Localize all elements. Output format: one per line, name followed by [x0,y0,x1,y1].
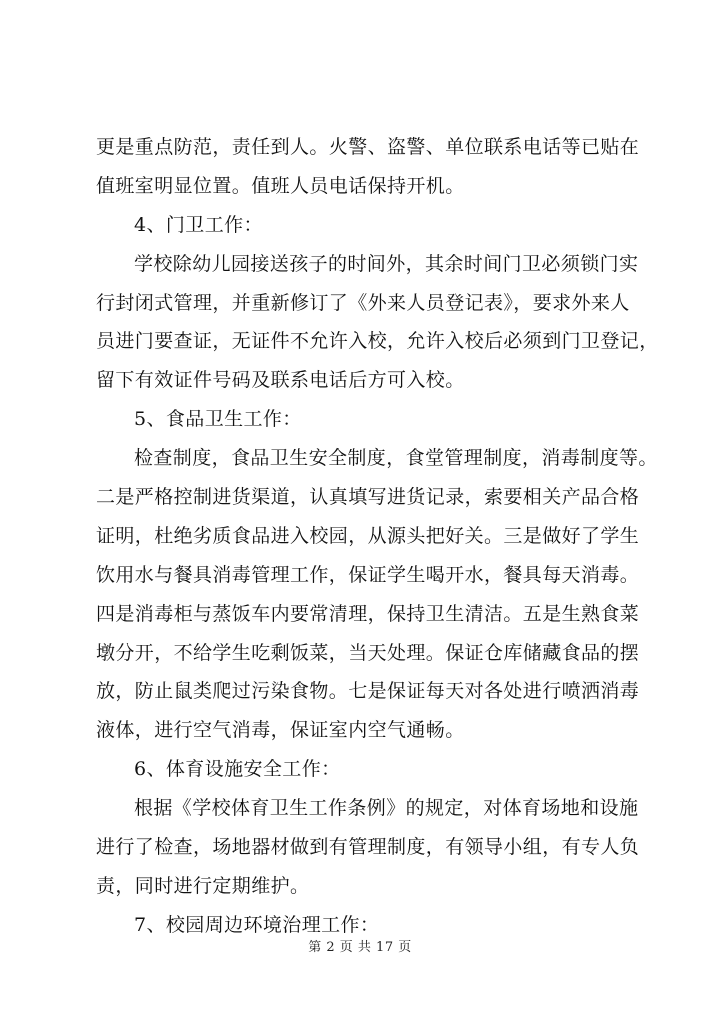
text-line: 进行了检查，场地器材做到有管理制度，有领导小组，有专人负 [96,836,640,859]
section-heading: 4、门卫工作： [134,213,263,236]
section-heading: 6、体育设施安全工作： [134,758,341,781]
text-line: 饮用水与餐具消毒管理工作，保证学生喝开水，餐具每天消毒。 [96,563,640,586]
text-line: 二是严格控制进货渠道，认真填写进货记录，索要相关产品合格 [96,486,640,509]
text-line: 证明，杜绝劣质食品进入校园，从源头把好关。三是做好了学生 [96,524,640,547]
section-heading: 7、校园周边环境治理工作： [134,913,380,936]
text-line: 更是重点防范，责任到人。火警、盗警、单位联系电话等已贴在 [96,136,640,158]
text-line: 墩分开，不给学生吃剩饭菜，当天处理。保证仓库储藏食品的摆 [96,641,640,664]
text-line: 液体，进行空气消毒，保证室内空气通畅。 [96,719,465,742]
text-line: 检查制度，食品卫生安全制度，食堂管理制度，消毒制度等。 [134,447,658,470]
text-line: 行封闭式管理，并重新修订了《外来人员登记表》，要求外来人 [96,291,630,314]
text-line: 责，同时进行定期维护。 [96,874,310,897]
text-line: 根据《学校体育卫生工作条例》的规定，对体育场地和设施 [134,797,639,820]
text-line: 员进门要查证，无证件不允许入校，允许入校后必须到门卫登记， [96,330,659,353]
text-line: 留下有效证件号码及联系电话后方可入校。 [96,369,465,392]
page-number: 第 2 页 共 17 页 [308,940,412,955]
text-line: 四是消毒柜与蒸饭车内要常清理，保持卫生清洁。五是生熟食菜 [96,602,640,625]
text-line: 值班室明显位置。值班人员电话保持开机。 [96,174,465,197]
document-body [96,128,659,945]
text-line: 放，防止鼠类爬过污染食物。七是保证每天对各处进行喷洒消毒 [96,680,640,703]
section-heading: 5、食品卫生工作： [134,408,302,431]
text-line: 学校除幼儿园接送孩子的时间外，其余时间门卫必须锁门实 [134,252,639,275]
